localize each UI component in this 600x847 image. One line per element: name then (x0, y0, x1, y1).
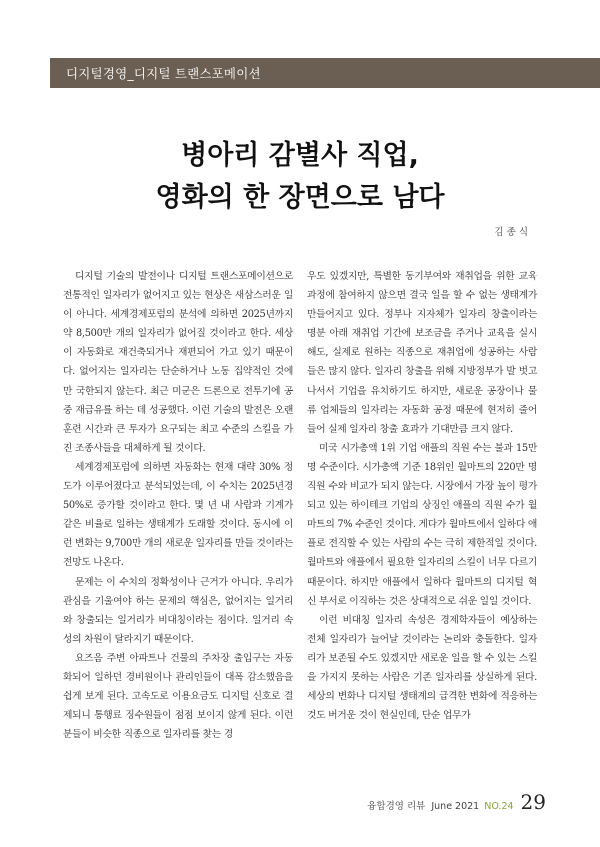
body-column-right (307, 267, 537, 725)
issue-month: June 2021 (431, 801, 480, 812)
paragraph: 세계경제포럼에 의하면 자동화는 현재 대략 30% 정도가 이루어졌다고 분석되었는데, 이 수치는 2025년경 50%로 증가할 것이라고 한다. 몇 년 내 사람과 기계가 같은 비율로 일하는 생태계가 도래할 것이다. 동시에 이런 변화는 9,700만 개의 새로운 일자리를 만들 것이라는 전망도 나온다. (63, 461, 293, 569)
paragraph: 미국 시가총액 1위 기업 애플의 직원 수는 불과 15만 명 수준이다. 시가총액 기준 18위인 월마트의 220만 명 직원 수와 비교가 되지 않는다. 시장에서 가장 높이 평가되고 있는 하이테크 기업의 상징인 애플의 직원 수가 월마트의 7% 수준인 것이다. 게다가 월마트에서 일하다 애플로 전직할 수 있는 사람의 수는 극히 제한적일 것이다. 월마트와 애플에서 필요한 일자리의 스킬이 너무 다르기 때문이다. 하지만 애플에서 일하다 월마트의 디지털 혁신 부서로 이직하는 것은 상대적으로 쉬운 일일 것이다. (307, 442, 537, 607)
paragraph: 우도 있겠지만, 특별한 동기부여와 재취업을 위한 교육과정에 참여하지 않으면 결국 일을 할 수 없는 생태계가 만들어지고 있다. 정부나 지자체가 일자리 창출이라는 명분 아래 재취업 기간에 보조금을 주거나 교육을 실시해도, 실제로 원하는 직종으로 재취업에 성공하는 사람들은 많지 않다. 일자리 창출을 위해 지방정부가 발 벗고 나서서 기업을 유치하기도 하지만, 새로운 공장이나 물류 업체들의 일자리는 자동화 공정 때문에 현저히 줄어들어 실제 일자리 창출 효과가 기대만큼 크지 않다. (307, 271, 537, 435)
journal-name: 융합경영 리뷰 (367, 801, 426, 812)
title-line-2: 영화의 한 장면으로 남다 (155, 182, 445, 213)
paragraph: 이런 비대칭 일자리 속성은 경제학자들이 예상하는 전체 일자리가 늘어날 것이라는 논리와 충돌한다. 일자리가 보존될 수도 있겠지만 새로운 일을 할 수 있는 스킬을 가지지 못하는 사람은 기존 일자리를 상실하게 된다. 세상의 변화나 디지털 생태계의 급격한 변화에 적응하는 것도 버거운 것이 현실인데, 단순 업무가 (307, 614, 537, 722)
page-number: 29 (520, 790, 546, 814)
issue-number: NO.24 (484, 801, 514, 812)
page-footer (367, 790, 546, 814)
paragraph: 문제는 이 수치의 정확성이나 근거가 아니다. 우리가 관심을 기울여야 하는 문제의 핵심은, 없어지는 일거리와 창출되는 일거리가 비대칭이라는 점이다. 일거리 속성의 차원이 달라지기 때문이다. (63, 576, 293, 645)
paragraph: 디지털 기술의 발전이나 디지털 트랜스포메이션으로 전통적인 일자리가 없어지고 있는 현상은 새삼스러운 일이 아니다. 세계경제포럼의 분석에 의하면 2025년까지 약 8,500만 개의 일자리가 없어질 것이라고 한다. 세상이 자동화로 재건축되거나 재편되어 가고 있기 때문이다. 없어지는 일자리는 단순하거나 노동 집약적인 것에만 국한되지 않는다. 최근 미군은 드론으로 전투기에 공중 재급유를 하는 데 성공했다. 이런 기술의 발전은 오랜 훈련 시간과 큰 투자가 요구되는 최고 수준의 스킬을 가진 조종사들을 대체하게 될 것이다. (63, 271, 293, 454)
section-label: 디지털경영_디지털 트랜스포메이션 (66, 66, 261, 81)
article-title (0, 135, 600, 219)
paragraph: 요즈음 주변 아파트나 건물의 주차장 출입구는 자동화되어 일하던 경비원이나 관리인들이 대폭 감소했음을 쉽게 보게 된다. 고속도로 이용요금도 디지털 신호로 결제되니 통행료 징수원들이 점점 보이지 않게 된다. 이런 분들이 비슷한 직종으로 일자리를 찾는 경 (63, 652, 293, 741)
body-column-left (63, 267, 293, 744)
title-line-1: 병아리 감별사 직업, (181, 140, 419, 171)
author-name: 김 종 식 (494, 227, 528, 238)
section-banner (50, 58, 600, 88)
